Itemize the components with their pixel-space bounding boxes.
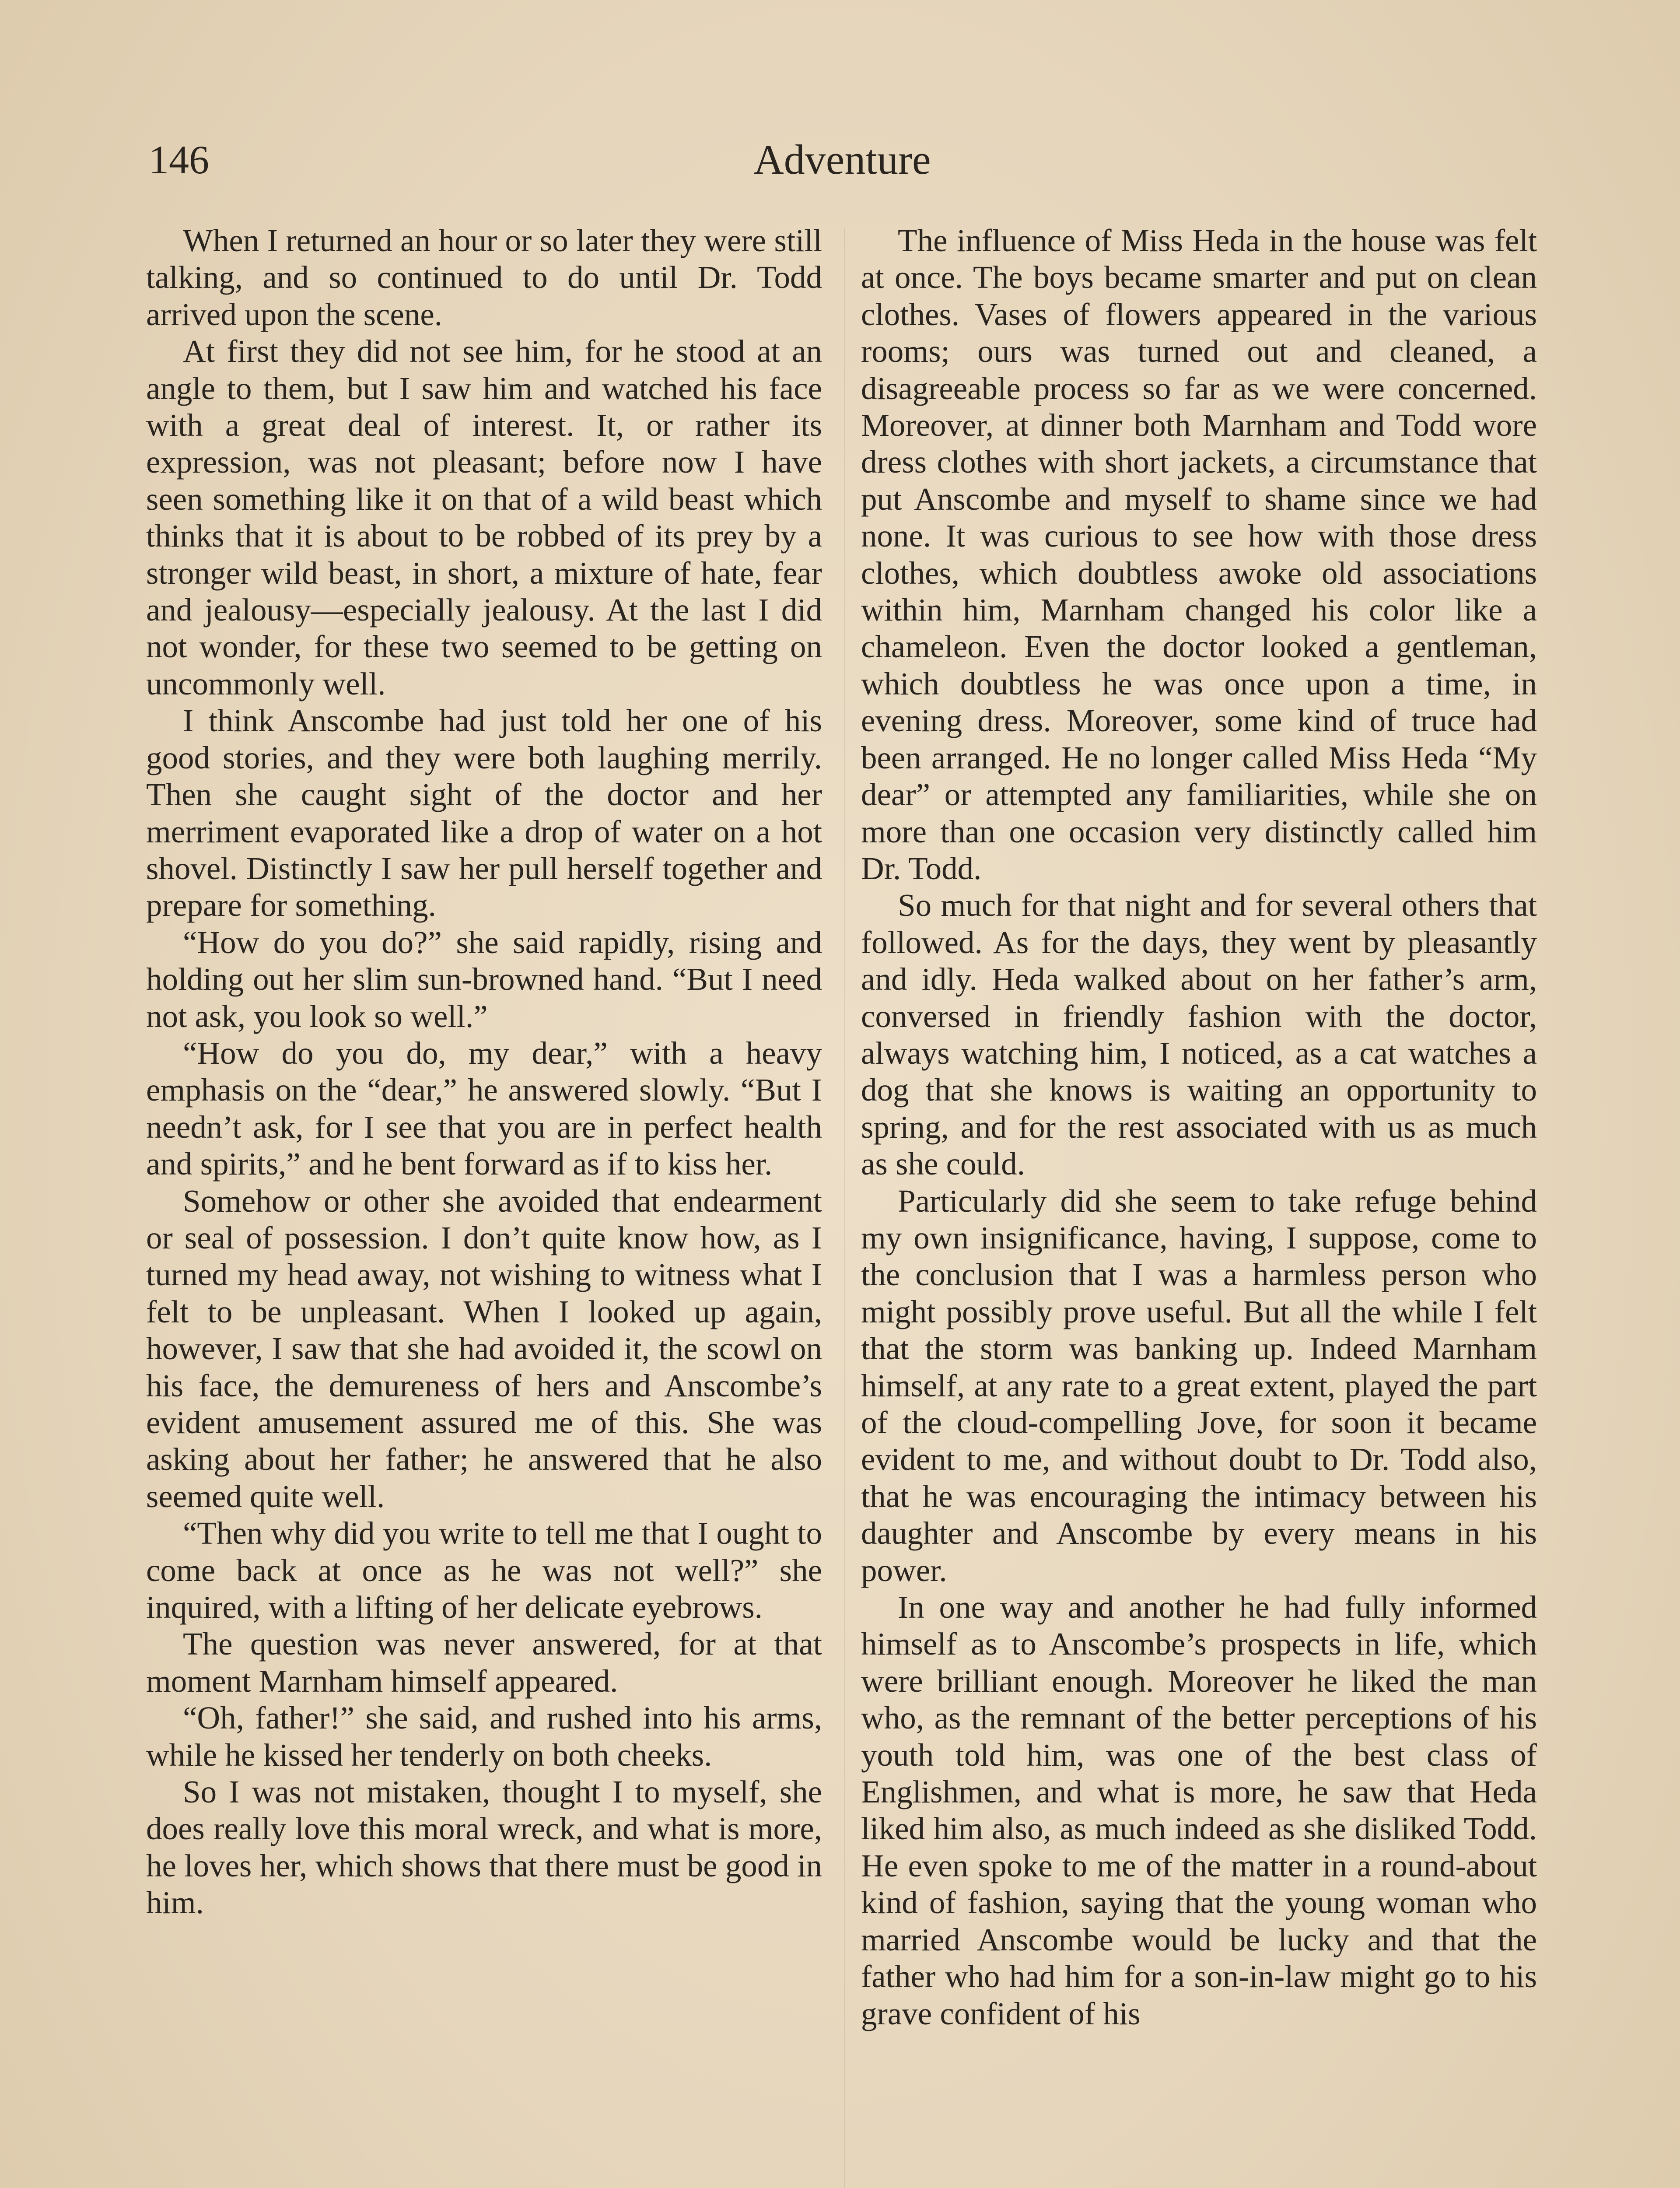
paragraph: At first they did not see him, for he stood at an angle to them, but I saw him and watched his face with a great deal of interest. It, or rather its expression, was not pleasant; before now I have seen something like it on that of a wild beast which thinks that it is about to be robbed of its prey by a stronger wild beast, in short, a mixture of hate, fear and jealousy—especially jealousy. At the last I did not wonder, for these two seemed to be getting on uncommonly well. <box>146 333 822 701</box>
paragraph: “Oh, father!” she said, and rushed into his arms, while he kissed her tenderly on both cheeks. <box>146 1700 822 1773</box>
paragraph: Particularly did she seem to take refuge behind my own insignificance, having, I suppose, come to the conclusion that I was a harmless person who might possibly prove useful. But all the while I felt that the storm was banking up. Indeed Marnham himself, at any rate to a great extent, played the part of the cloud-compelling Jove, for soon it became evident to me, and without doubt to Dr. Todd also, that he was encouraging the intimacy between his daughter and Anscombe by every means in his power. <box>861 1183 1537 1588</box>
paragraph: I think Anscombe had just told her one of his good stories, and they were both laughing merrily. Then she caught sight of the doctor and her merriment evaporated like a drop of water on a hot shovel. Distinctly I saw her pull herself together and prepare for something. <box>146 703 822 923</box>
paragraph: So I was not mistaken, thought I to myself, she does really love this moral wreck, and what is more, he loves her, which shows that there must be good in him. <box>146 1774 822 1921</box>
paragraph: “How do you do?” she said rapidly, rising and holding out her slim sun-browned hand. “But I need not ask, you look so well.” <box>146 924 822 1034</box>
page-number: 146 <box>149 137 209 182</box>
paragraph: The influence of Miss Heda in the house was felt at once. The boys became smarter and put on clean clothes. Vases of flowers appeared in the various rooms; ours was turned out and cleaned, a disagreeable process so far as we were concerned. Moreover, at dinner both Marnham and Todd wore dress clothes with short jackets, a circumstance that put Anscombe and myself to shame since we had none. It was curious to see how with those dress clothes, which doubtless awoke old associations within him, Marnham changed his color like a chameleon. Even the doctor looked a gentleman, which doubtless he was once upon a time, in evening dress. Moreover, some kind of truce had been arranged. He no longer called Miss Heda “My dear” or attempted any familiarities, while she on more than one occasion very distinctly called him Dr. Todd. <box>861 223 1537 886</box>
right-column <box>861 222 1537 2032</box>
paragraph: “Then why did you write to tell me that I ought to come back at once as he was not well?” she inquired, with a lifting of her delicate eyebrows. <box>146 1515 822 1625</box>
left-column <box>146 222 822 1922</box>
paragraph: In one way and another he had fully informed himself as to Anscombe’s prospects in life, which were brilliant enough. Moreover he liked the man who, as the remnant of the better perceptions of his youth told him, was one of the best class of Englishmen, and what is more, he saw that Heda liked him also, as much indeed as she disliked Todd. He even spoke to me of the matter in a round-about kind of fashion, saying that the young woman who married Anscombe would be lucky and that the father who had him for a son-in-law might go to his grave confident of his <box>861 1589 1537 2031</box>
paragraph: Somehow or other she avoided that endearment or seal of possession. I don’t quite know how, as I turned my head away, not wishing to witness what I felt to be unpleasant. When I looked up again, however, I saw that she had avoided it, the scowl on his face, the demureness of hers and Anscombe’s evident amusement assured me of this. She was asking about her father; he answered that he also seemed quite well. <box>146 1183 822 1514</box>
paragraph: “How do you do, my dear,” with a heavy emphasis on the “dear,” he answered slowly. “But I needn’t ask, for I see that you are in perfect health and spirits,” and he bent forward as if to kiss her. <box>146 1035 822 1182</box>
paragraph: The question was never answered, for at that moment Marnham himself appeared. <box>146 1626 822 1699</box>
column-divider <box>844 228 845 2188</box>
paragraph: So much for that night and for several others that followed. As for the days, they went by pleasantly and idly. Heda walked about on her father’s arm, conversed in friendly fashion with the doctor, always watching him, I noticed, as a cat watches a dog that she knows is waiting an opportunity to spring, and for the rest associated with us as much as she could. <box>861 887 1537 1182</box>
paragraph: When I returned an hour or so later they were still talking, and so continued to do until Dr. Todd arrived upon the scene. <box>146 223 822 332</box>
running-head: Adventure <box>753 136 931 183</box>
page-header <box>149 131 1536 188</box>
